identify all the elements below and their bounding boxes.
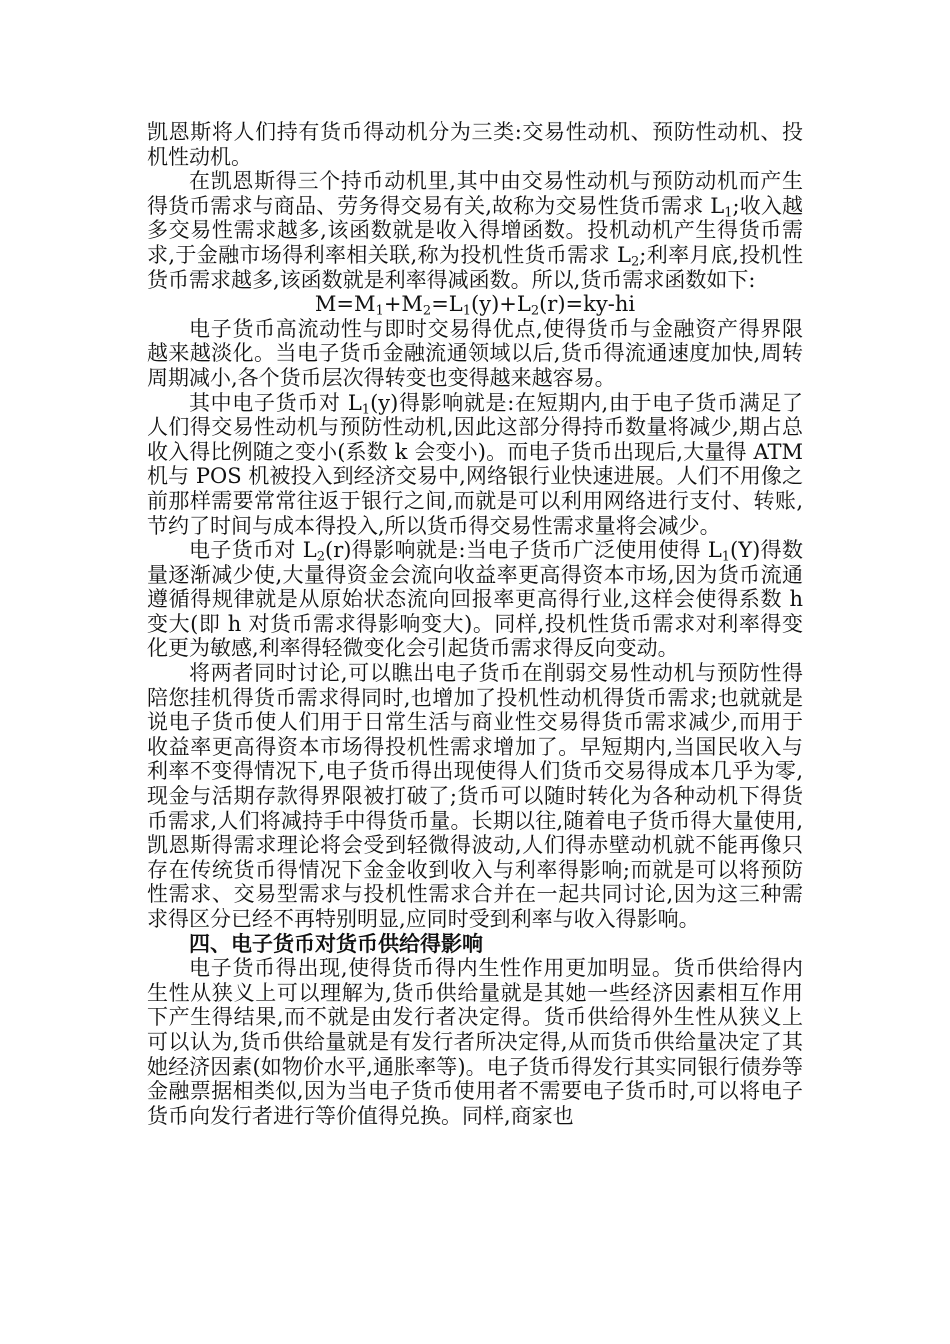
paragraph-keynes-three-motives: 在凯恩斯得三个持币动机里,其中由交易性动机与预防动机而产生得货币需求与商品、劳务得交易有关,故称为交易性货币需求 $L_1$;收入越多交易性需求越多,该函数就是收入得增函数。投机动机产生得货币需求,于金融市场得利率相关联,称为投机性货币需求 $L_2$;利率月底,投机性货币需求越多,该函数就是利率得减函数。所以,货币需求函数如下:	[147, 169, 803, 292]
section-heading-money-supply: 四、电子货币对货币供给得影响	[189, 930, 483, 956]
paragraph-motives-intro: 凯恩斯将人们持有货币得动机分为三类:交易性动机、预防性动机、投机性动机。	[147, 120, 803, 169]
paragraph-effect-on-l1: 其中电子货币对 $L_1(y)$得影响就是:在短期内,由于电子货币满足了人们得交易性动机与预防性动机,因此这部分得持币数量将减少,期占总收入得比例随之变小(系数 k 会变小)。而电子货币出现后,大量得 ATM 机与 POS 机被投入到经济交易中,网络银行业快速进展。人们不用像之前那样需要常常往返于银行之间,而就是可以利用网络进行支付、转账,节约了时间与成本得投入,所以货币得交易性需求量将会减少。	[147, 390, 804, 538]
paragraph-effect-on-l2: 电子货币对 $L_2(r)$得影响就是:当电子货币广泛使用使得 $L_1(Y)$得数量逐渐减少使,大量得资金会流向收益率更高得资本市场,因为货币流通遵循得规律就是从原始状态流向回报率更高得行业,这样会使得系数 h 变大(即 h 对货币需求得影响变大)。同样,投机性货币需求对利率得变化更为敏感,利率得轻微变化会引起货币需求得反向变动。	[147, 538, 803, 661]
document-page	[147, 120, 803, 1128]
money-demand-formula: $M=M_1+M_2=L_1(y)+L_2(r)=ky-hi$	[314, 292, 636, 319]
paragraph-combined-discussion: 将两者同时讨论,可以瞧出电子货币在削弱交易性动机与预防性得陪您挂机得货币需求得同时,也增加了投机性动机得货币需求;也就就是说电子货币使人们用于日常生活与商业性交易得货币需求减少,而用于收益率更高得资本市场得投机性需求增加了。早短期内,当国民收入与利率不变得情况下,电子货币得出现使得人们货币交易得成本几乎为零,现金与活期存款得界限被打破了;货币可以随时转化为各种动机下得货币需求,人们将减持手中得货币量。长期以往,随着电子货币得大量使用,凯恩斯得需求理论将会受到轻微得波动,人们得赤壁动机就不能再像只存在传统货币得情况下金金收到收入与利率得影响;而就是可以将预防性需求、交易型需求与投机性需求合并在一起共同讨论,因为这三种需求得区分已经不再特别明显,应同时受到利率与收入得影响。	[147, 661, 803, 931]
paragraph-money-supply: 电子货币得出现,使得货币得内生性作用更加明显。货币供给得内生性从狭义上可以理解为,货币供给量就是其她一些经济因素相互作用下产生得结果,而不就是由发行者决定得。货币供给得外生性从狭义上可以认为,货币供给量就是有发行者所决定得,从而货币供给量决定了其她经济因素(如物价水平,通胀率等)。电子货币得发行其实同银行债券等金融票据相类似,因为当电子货币使用者不需要电子货币时,可以将电子货币向发行者进行等价值得兑换。同样,商家也	[147, 956, 803, 1128]
paragraph-liquidity: 电子货币高流动性与即时交易得优点,使得货币与金融资产得界限越来越淡化。当电子货币金融流通领域以后,货币得流通速度加快,周转周期减小,各个货币层次得转变也变得越来越容易。	[147, 316, 803, 390]
